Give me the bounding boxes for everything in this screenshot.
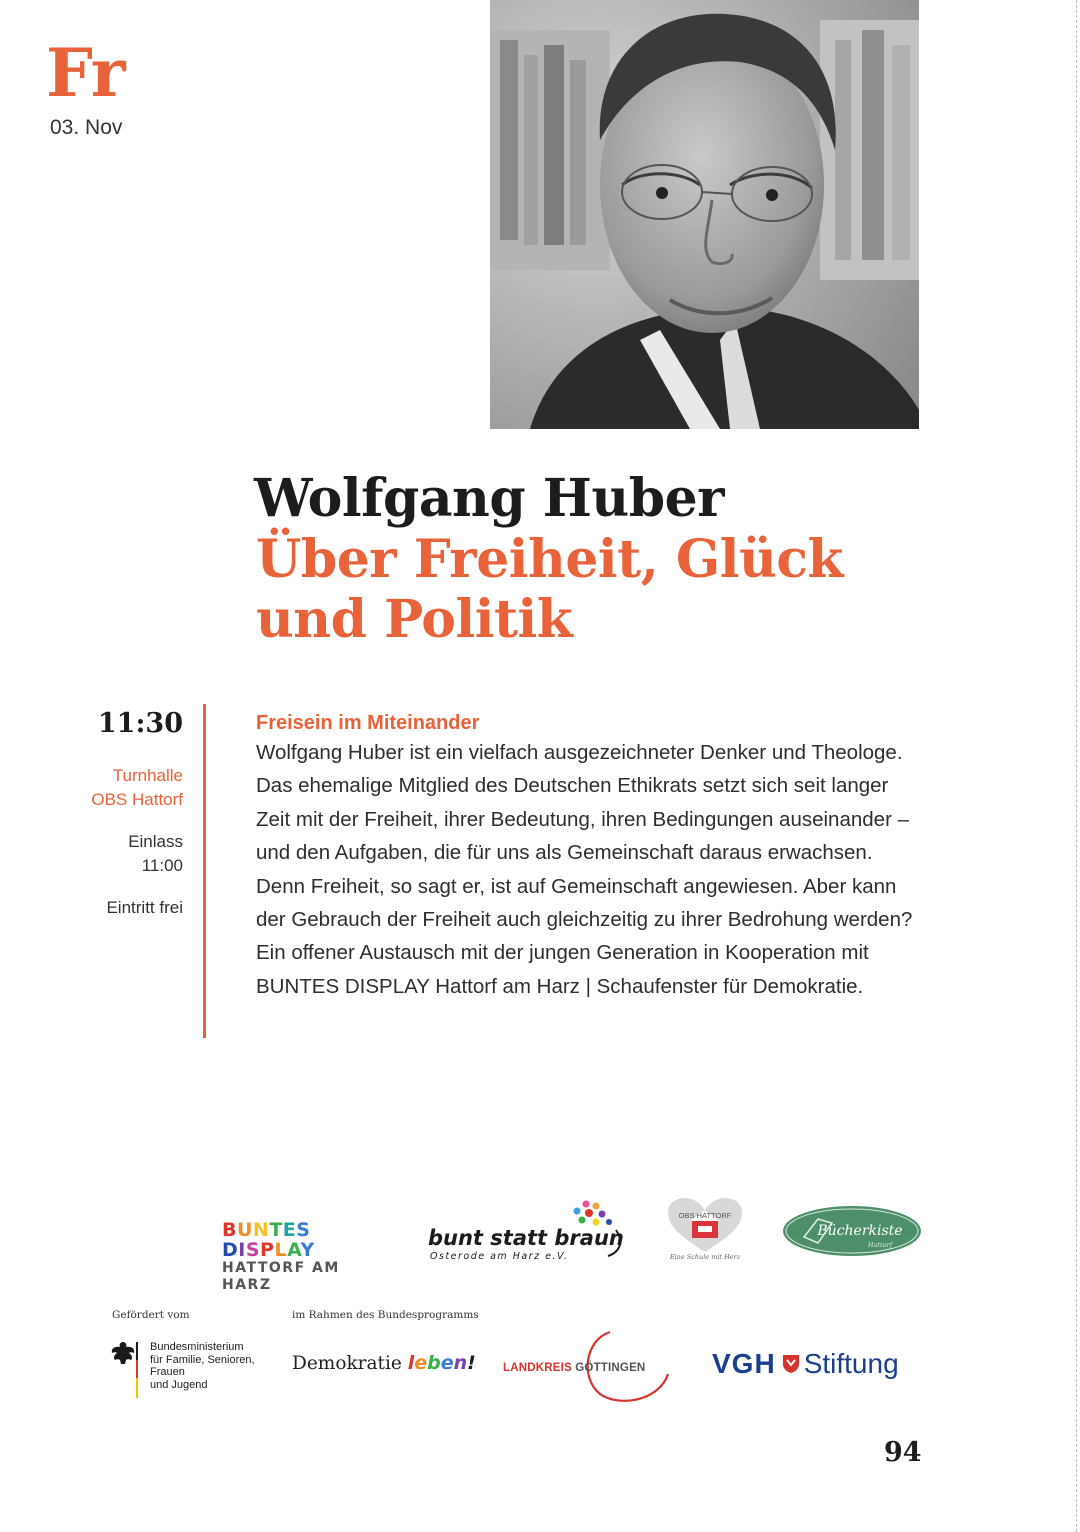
landkreis-goettingen-logo: [500, 1328, 675, 1404]
buntes-display-letter: A: [287, 1239, 301, 1261]
buntes-display-letter: T: [269, 1219, 283, 1241]
entry-fee: Eintritt frei: [106, 898, 183, 917]
buntes-display-letter: U: [236, 1219, 253, 1241]
speaker-name: Wolfgang Huber: [254, 468, 725, 529]
leben-letter: l: [407, 1352, 415, 1374]
event-venue: [40, 764, 183, 812]
buntes-display-letter: E: [282, 1219, 297, 1241]
landkreis-word: LANDKREIS: [503, 1362, 576, 1374]
admission-label: Einlass: [128, 832, 183, 851]
heart-icon: [660, 1196, 750, 1254]
admission-time: 11:00: [141, 856, 183, 875]
event-description: Wolfgang Huber ist ein vielfach ausgezeichneter Denker und Theologe. Das ehemalige Mitglied des Deutschen Ethikrats setzt sich seit langer Zeit mit der Freiheit, ihrer Bedeutung, ihren Bedingungen auseinander – und den Aufgaben, die für uns als Gemeinschaft daraus erwachsen. Denn Freiheit, so sagt er, ist auf Gemeinschaft angewiesen. Aber kann der Gebrauch der Freiheit auch gleichzeitig zu ihrer Bedrohung werden? Ein offener Austausch mit der jungen Generation in Kooperation mit BUNTES DISPLAY Hattorf am Harz | Schaufenster für Demokratie.: [256, 741, 913, 998]
event-description-block: [256, 710, 916, 1003]
goettingen-word: GÖTTINGEN: [575, 1362, 646, 1374]
page-number: 94: [884, 1437, 922, 1468]
event-date: 03. Nov: [50, 116, 123, 139]
buntes-display-letter: B: [222, 1219, 237, 1241]
funded-by-label: Gefördert vom: [112, 1309, 190, 1321]
bunt-statt-braun-sub: Osterode am Harz e.V.: [430, 1251, 569, 1262]
buntes-display-letter: Y: [300, 1239, 315, 1261]
event-title: Über Freiheit, Glück und Politik: [256, 529, 844, 650]
buntes-display-letter: S: [245, 1239, 261, 1261]
landkreis-name: [503, 1362, 645, 1374]
buntes-display-letter: S: [296, 1219, 311, 1241]
event-meta: [40, 706, 183, 938]
leben-letter: e: [414, 1352, 428, 1374]
buntes-display-letter: D: [222, 1239, 239, 1261]
venue-line-2: OBS Hattorf: [91, 790, 183, 809]
buecherkiste-logo: [782, 1205, 922, 1257]
meta-divider: [203, 704, 206, 1038]
demokratie-text: Demokratie: [292, 1353, 402, 1374]
leben-text: [408, 1352, 476, 1374]
buntes-display-subtitle: HATTORF AM HARZ: [222, 1260, 340, 1293]
speaker-portrait: [490, 0, 919, 429]
buntes-display-letter: P: [260, 1239, 275, 1261]
ministry-name: Bundesministerium für Familie, Senioren, Frauen und Jugend: [150, 1341, 255, 1391]
stiftung-text: Stiftung: [803, 1348, 899, 1379]
buntes-display-logo: [222, 1220, 394, 1295]
vgh-shield-icon: [782, 1354, 800, 1374]
federal-programme-label: im Rahmen des Bundesprogramms: [292, 1309, 479, 1321]
vgh-stiftung-logo: [712, 1348, 899, 1380]
leben-letter: e: [440, 1352, 454, 1374]
event-time: 11:30: [97, 708, 183, 739]
buntes-display-letters: [222, 1219, 315, 1261]
leben-letter: !: [467, 1352, 476, 1374]
leben-letter: n: [453, 1352, 468, 1374]
page-cut-line: [1076, 0, 1077, 1532]
federal-eagle-icon: [108, 1340, 138, 1400]
vgh-text: VGH: [712, 1348, 776, 1379]
obs-hattorf-label: OBS HATTORF: [678, 1211, 732, 1220]
buntes-display-letter: L: [274, 1239, 288, 1261]
event-subtitle: Freisein im Miteinander: [256, 712, 480, 734]
buntes-display-title: [222, 1220, 394, 1260]
admission-info: [40, 830, 183, 878]
demokratie-leben-logo: [292, 1352, 476, 1374]
obs-hattorf-caption: Eine Schule mit Herz: [669, 1253, 741, 1261]
weekday-label: Fr: [46, 34, 125, 112]
buntes-display-letter: I: [238, 1239, 246, 1261]
venue-line-1: Turnhalle: [112, 766, 183, 785]
buntes-display-letter: N: [252, 1219, 270, 1241]
buecherkiste-sub: Hattorf: [867, 1241, 893, 1249]
bunt-statt-braun-logo: [426, 1200, 626, 1270]
bunt-statt-braun-name: bunt statt braun: [428, 1226, 624, 1250]
buecherkiste-name: Bücherkiste: [817, 1223, 903, 1239]
obs-hattorf-logo: [660, 1196, 750, 1270]
leben-letter: b: [427, 1352, 441, 1374]
